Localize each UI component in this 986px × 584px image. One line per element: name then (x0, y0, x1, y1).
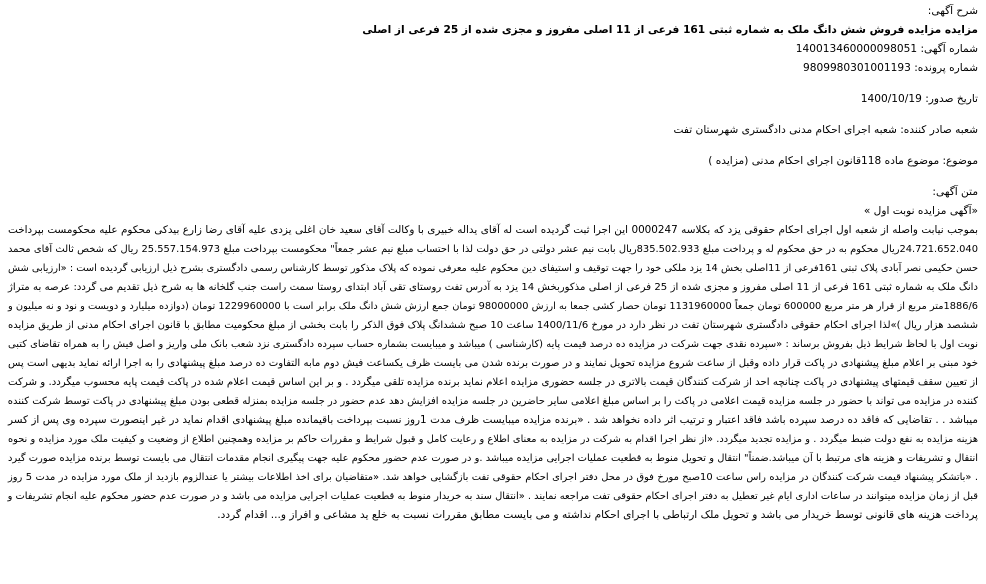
body-line: نوبت اول با لحاظ شرایط ذیل بفروش برساند : «سپرده نقدی جهت شرکت در مزایده ده درصد قیمت پایه (کارشناسی ) میباشد و میبایست بشماره حساب سپرده دادگستری نزد شعب بانک ملی واریز و اصل فیش را به همراه تقاضای کتبی (8, 339, 978, 350)
body-line: دانگ ملک به شماره ثبتی 161 فرعی از 11 اصلی مفروز و مجزی شده از 25 فرعی از اصلی مذکوربخش 14 یزد به آدرس تفت روستای تقی آباد ابتدای روستا سمت راست جنب گلخانه ها به شرح ذیل تقدیم می گردد: عرصه به متراژ (8, 282, 978, 293)
issuing-branch: شعبه صادر کننده: شعبه اجرای احکام مدنی دادگستری شهرستان تفت (673, 124, 978, 136)
notice-subject: موضوع: موضوع ماده 118قانون اجرای احکام مدنی (مزایده ) (708, 155, 978, 167)
body-line: میباشد . . تقاضایی که فاقد ده درصد سپرده باشد فاقد اعتبار و ترتیب اثر داده نخواهد شد . «برنده مزایده میبایست ظرف مدت 1روز نسبت بپرداخت باقیمانده مبلغ پیشنهادی اقدام نماید در غیر اینصورت سپرده وی پس از کسر (8, 414, 978, 426)
body-label: متن آگهی: (932, 186, 978, 198)
body-subtitle: «آگهی مزایده نوبت اول » (863, 205, 978, 217)
body-line: هزینه مزایده به نفع دولت ضبط میگردد . و مزایده تجدید میگردد. «از نظر اجرا اقدام به شرکت در مزایده به معنای اطلاع و رعایت کامل و قبول شرایط و مقررات حاکم بر مزایده وهمچنین اطلاع از وضعیت و کیفیت ملک مورد مزایده و نحوه (8, 434, 978, 445)
body-line: پرداخت هزینه های قانونی توسط خریدار می باشد و تحویل ملک ارتباطی با اجرای احکام نداشته و می بایست مطابق مقررات نسبت به خلع ید مشاعی و افراز و... اقدام گردد. (217, 509, 978, 521)
body-line: از تعیین سقف قیمتهای پیشنهادی در پاکت چنانچه احد از شرکت کنندگان قیمت بالاتری در جلسه حضوری مزایده اعلام نماید برنده مزایده تلقی میگردد . و بر این اساس قیمت اعلام شده در پاکت قیمت پایه محسوب میگردد. و شرکت (8, 377, 978, 388)
body-line: خود مبنی بر اعلام مبلغ پیشنهادی در پاکت قرار داده وقبل از ساعت شروع مزایده تحویل نمایند و در صورت برنده شدن می بایست ظرف یکساعت فیش دوم مابه التفاوت ده درصد مبلغ پیشنهادی را به اجرا ارائه نماید بدیهی است پس (8, 358, 978, 369)
body-line: 1886/6متر مربع از قرار هر متر مربع 600000 تومان جمعاً 1131960000 تومان حصار کشی جمعا به ارزش 98000000 تومان جمع ارزش شش دانگ ملک برابر است با 1229960000 تومان (دوازده میلیارد و دویست و نود و نه میلیون و (8, 301, 978, 312)
body-line: ششصد هزار ریال )»لذا اجرای احکام حقوقی دادگستری شهرستان تفت در نظر دارد در مورخ 1400/11/6 ساعت 10 صبح ششدانگ پلاک فوق الذکر را بابت بخشی از مبلغ محکومیت مطابق با قانون اجرای احکام مدنی از طریق مزایده (8, 320, 979, 331)
description-label: شرح آگهی: (927, 5, 978, 17)
body-line: . «باتشکر پیشنهاد قیمت شرکت کنندگان در مزایده راس ساعت 10صبح مورخ فوق در محل دفتر اجرای احکام حقوقی تفت بازگشایی خواهد شد. «متقاضیان برای اخذ اطلاعات بیشتر یا عندالزوم بازدید از ملک مورد مزایده در مدت 5 روز (8, 472, 978, 483)
body-line: کننده در مزایده می تواند با حضور در جلسه مزایده قیمت اعلامی در پاکت را بر اساس مبلغ اعلامی سایر حاضرین در جلسه مزایده افزایش دهد عدم حضور در جلسه مزایده بمنزله قطعی بودن مبلغ پیشنهادی در پاکت توسط شرکت کننده (7, 396, 978, 407)
body-line: حسن حکیمی نصر آبادی پلاک ثبتی 161فرعی از 11اصلی بخش 14 یزد ملکی خود را جهت توقیف و استیفای دین محکوم علیه معرفی نموده که پلاک مذکور توسط کارشناس رسمی دادگستری بشرح ذیل ارزیابی گردیده است : «ارزیابی شش (8, 263, 979, 274)
notice-number: شماره آگهی: 140013460000098051 (795, 43, 978, 55)
body-line: 24.721.652.040ریال محکوم به در حق محکوم له و پرداخت مبلغ 835.502.933ریال بابت نیم عشر دولتی در حق دولت لذا با احتساب مبلغ نیم عشر جمعاً" محکومست بپرداخت مبلغ 25.557.154.973 ریال که شخص ثالث آقای محمد (8, 244, 978, 255)
issue-date: تاریخ صدور: 1400/10/19 (860, 93, 978, 105)
case-number: شماره پرونده: 9809980301001193 (802, 62, 978, 74)
body-line: انتقال و تشریفات و هزینه های مرتبط با آن میباشد.ضمناً" انتقال و تحویل منوط به قطعیت عملیات اجرایی مزایده میباشد .و در صورت عدم حضور محکوم علیه جهت پیگیری انجام مقدمات انتقال می بایست توسط برنده مزایده صورت گیرد (8, 453, 978, 464)
body-line: قبل از زمان مزایده میتوانند در ساعات اداری ایام غیر تعطیل به دفتر اجرای احکام حقوقی تفت مراجعه نمایند . «انتقال سند به خریدار منوط به قطعیت عملیات اجرایی مزایده می باشد و در صورت عدم حضور محکوم علیه انجام تشریفات و (7, 491, 978, 502)
body-line: بموجب نیابت واصله از شعبه اول اجرای احکام حقوقی یزد که بکلاسه 0000247 این اجرا ثبت گردیده است له آقای یداله خبیری با وکالت آقای سعید خان اغلی یزدی علیه آقای رضا زارع بیدکی محکوم علیه محکومست بپرداخت (8, 224, 979, 236)
notice-title: مزایده مزایده فروش شش دانگ ملک به شماره ثبتی 161 فرعی از 11 اصلی مفروز و مجزی شده از 25 فرعی از اصلی (362, 24, 978, 36)
